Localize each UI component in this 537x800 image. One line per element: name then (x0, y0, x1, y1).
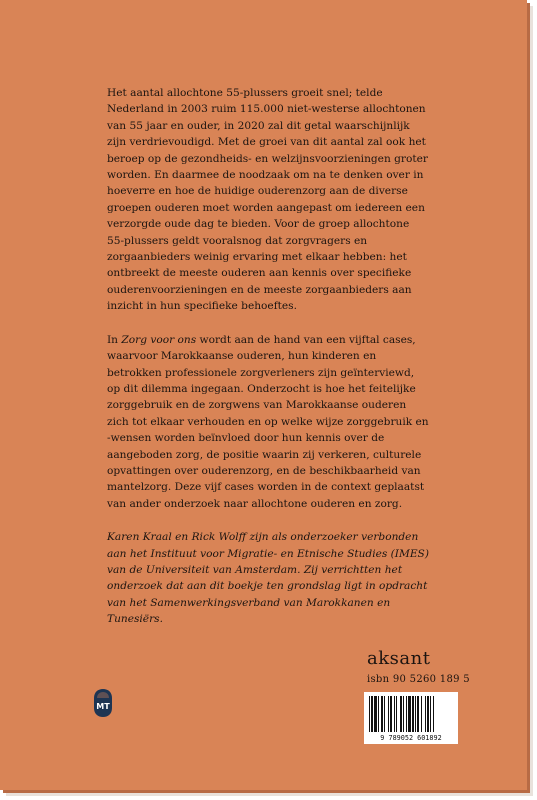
blurb-paragraph-2 (107, 332, 429, 512)
author-credits: Karen Kraal en Rick Wolff zijn als onderzoeker verbonden aan het Instituut voor Migratie- en Etnische Studies (IMES) van de Universiteit van Amsterdam. Zij verrichtten het onderzoek dat aan dit boekje ten grondslag ligt in opdracht van het Samenwerkingsverband van Marokkanen en Tunesiërs. (107, 531, 429, 626)
paragraph-rest: wordt aan de hand van een vijftal cases, waarvoor Marokkaanse ouderen, hun kinderen en betrokken professionele zorgverleners zijn geïnterviewd, op dit dilemma ingegaan. Onderzocht is hoe het feitelijke zorggebruik en de zorgwens van Marokkaanse ouderen zich tot elkaar verhouden en op welke wijze zorggebruik en -wensen worden beïnvloed door hun kennis over de aangeboden zorg, de positie waarin zij verkeren, culturele opvattingen over ouderenzorg, en de beschikbaarheid van mantelzorg. Deze vijf cases worden in de context geplaatst van ander onderzoek naar allochtone ouderen en zorg. (107, 333, 429, 510)
barcode-number: 9 789052 601892 (380, 734, 442, 742)
publisher-name: aksant (367, 648, 431, 669)
logo-text: MT (96, 702, 110, 711)
book-title-italic: Zorg voor ons (121, 333, 197, 346)
barcode (364, 692, 458, 744)
isbn-text: isbn 90 5260 189 5 (367, 674, 470, 685)
blurb (107, 85, 429, 645)
barcode-bars (368, 696, 454, 734)
paragraph-prefix: In (107, 333, 122, 346)
blurb-paragraph-1: Het aantal allochtone 55-plussers groeit snel; telde Nederland in 2003 ruim 115.000 niet-westerse allochtonen van 55 jaar en ouder, in 2020 zal dit getal waarschijnlijk zijn verdrievoudigd. Met de groei van dit aantal zal ook het beroep op de gezondheids- en welzijnsvoorzieningen groter worden. En daarmee de noodzaak om na te denken over in hoeverre en hoe de huidige ouderenzorg aan de diverse groepen ouderen moet worden aangepast om iedereen een verzorgde oude dag te bieden. Voor de groep allochtone 55-plussers geldt vooralsnog dat zorgvragers en zorgaanbieders weinig ervaring met elkaar hebben: het ontbreekt de meeste ouderen aan kennis over specifieke ouderenvoorzieningen en de meeste zorgaanbieders aan inzicht in hun specifieke behoeftes. (107, 87, 428, 313)
publisher-logo-icon (92, 688, 114, 718)
